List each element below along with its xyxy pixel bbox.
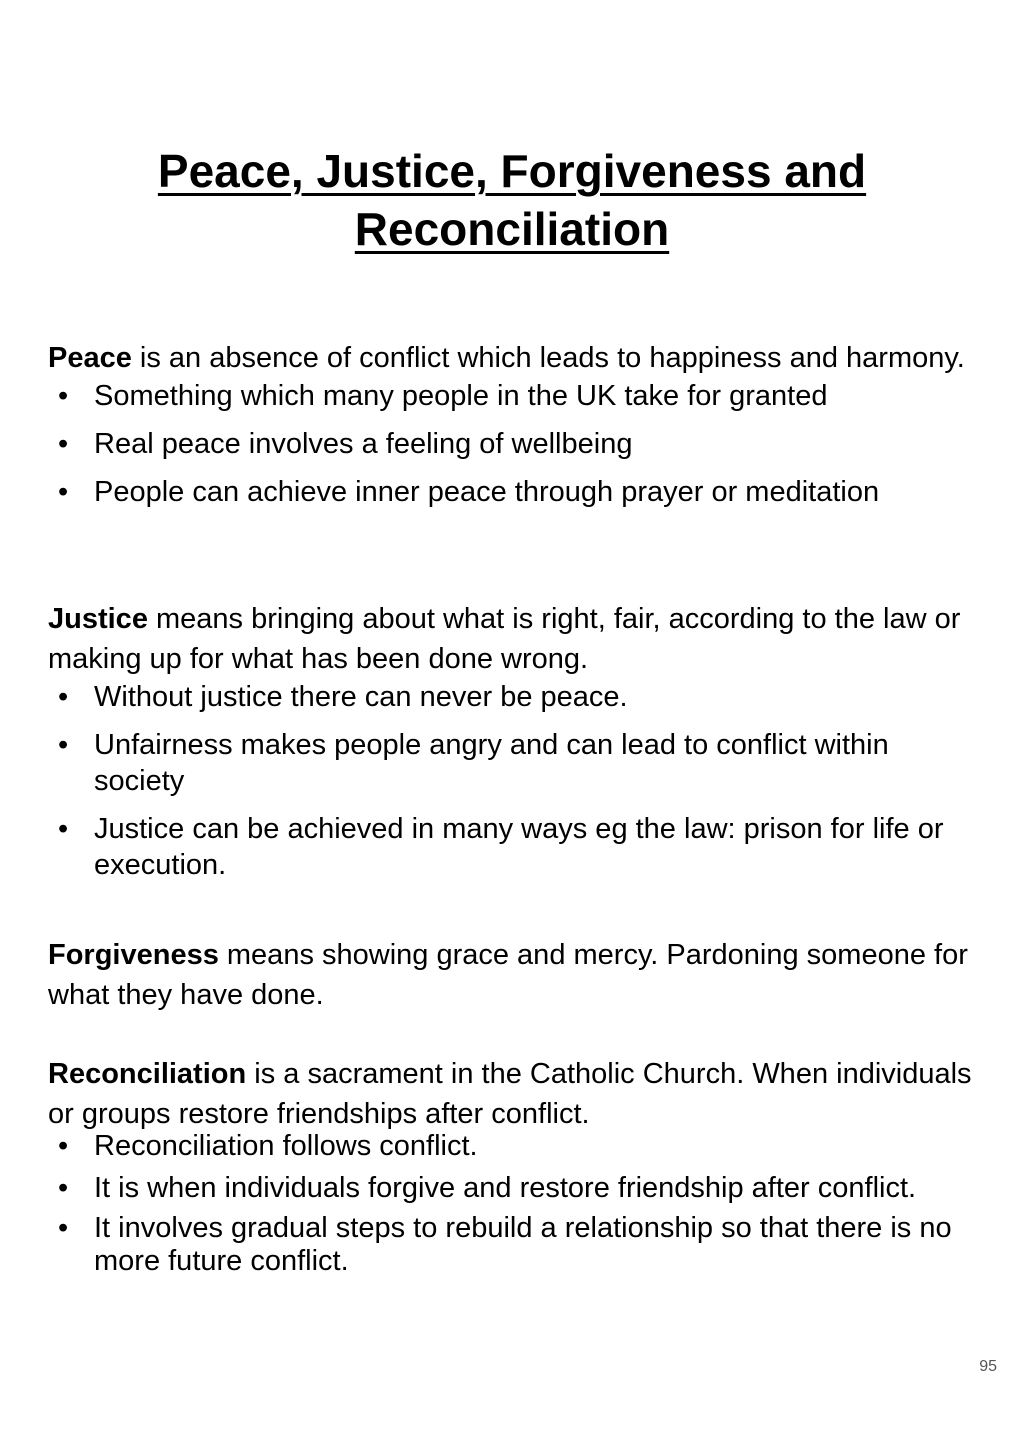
reconciliation-definition (48, 1054, 978, 1134)
justice-term: Justice (48, 603, 148, 635)
justice-definition (48, 599, 978, 679)
section-justice (48, 599, 978, 895)
peace-definition (48, 338, 978, 378)
reconciliation-bullets (48, 1128, 978, 1278)
page-title (0, 142, 1024, 258)
list-item: • It involves gradual steps to rebuild a relationship so that there is no more future conflict. (48, 1212, 978, 1278)
peace-term: Peace (48, 342, 132, 374)
list-item: • People can achieve inner peace through prayer or meditation (48, 474, 978, 510)
reconciliation-term: Reconciliation (48, 1058, 247, 1090)
section-peace (48, 338, 978, 522)
forgiveness-term: Forgiveness (48, 939, 219, 971)
section-reconciliation (48, 1054, 978, 1290)
reconciliation-definition-text: is a sacrament in the Catholic Church. When individuals or groups restore friendships after conflict. (48, 1058, 972, 1130)
justice-bullets (48, 679, 978, 883)
peace-bullets (48, 378, 978, 510)
list-item: • It is when individuals forgive and restore friendship after conflict. (48, 1170, 978, 1206)
list-item: • Unfairness makes people angry and can lead to conflict within society (48, 727, 978, 799)
peace-definition-text: is an absence of conflict which leads to happiness and harmony. (131, 342, 965, 374)
justice-definition-text: means bringing about what is right, fair, according to the law or making up for what has been done wrong. (48, 603, 961, 675)
forgiveness-definition-text: means showing grace and mercy. Pardoning someone for what they have done. (48, 939, 968, 1011)
page-title-line-2: Reconciliation (354, 203, 670, 255)
list-item: • Justice can be achieved in many ways eg the law: prison for life or execution. (48, 811, 978, 883)
list-item: • Reconciliation follows conflict. (48, 1128, 978, 1164)
section-forgiveness (48, 935, 978, 1015)
forgiveness-definition (48, 935, 978, 1015)
list-item: • Without justice there can never be peace. (48, 679, 978, 715)
list-item: • Real peace involves a feeling of wellbeing (48, 426, 978, 462)
page-title-line-1: Peace, Justice, Forgiveness and (157, 145, 867, 197)
page-number: 95 (979, 1358, 997, 1375)
list-item: • Something which many people in the UK take for granted (48, 378, 978, 414)
